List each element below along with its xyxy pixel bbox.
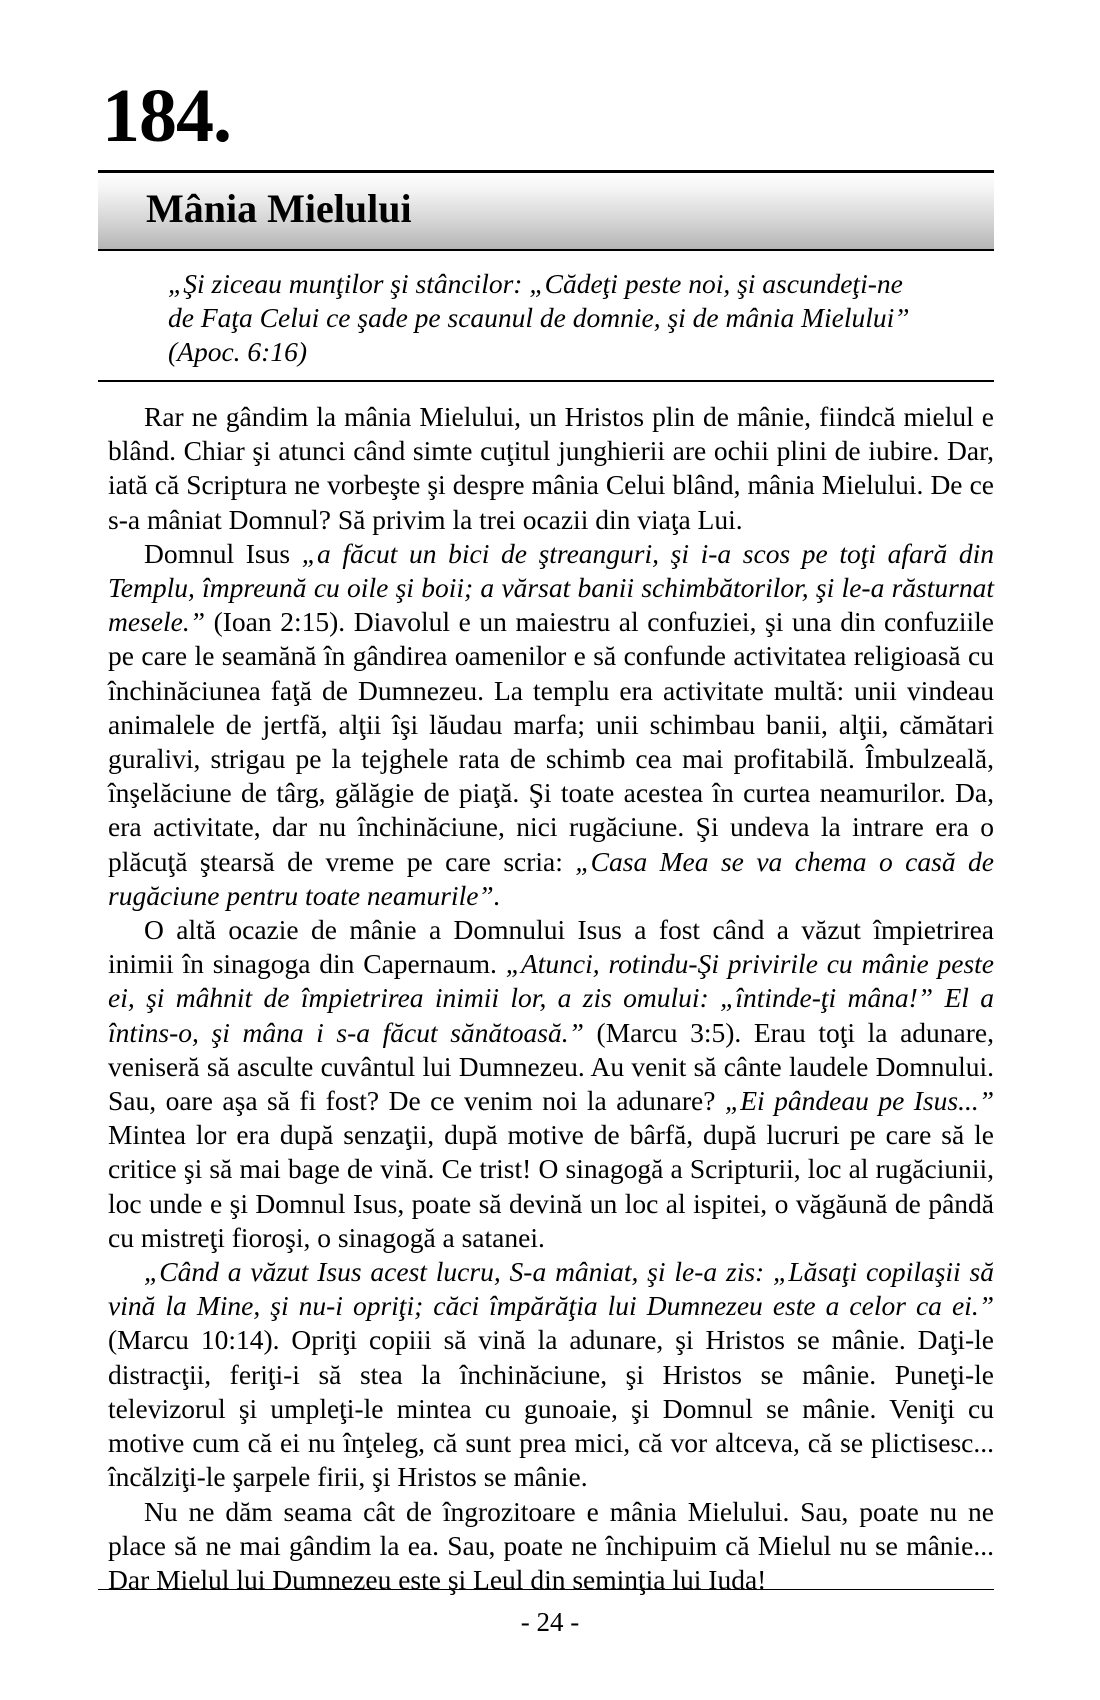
- paragraph-4-text: (Marcu 10:14). Opriţi copiii să vină la adunare, şi Hristos se mânie. Daţi-le distracţii, feriţi-i să stea la închinăciune, şi Hristos se mânie. Puneţi-le televizorul şi umpleţi-le mintea cu gunoaie, şi Domnul se mânie. Veniţi cu motive cum că ei nu înţeleg, că sunt prea mici, că vor altceva, că se plictisesc... încălziţi-le şarpele firii, şi Hristos se mânie.: [108, 1324, 994, 1493]
- paragraph-4: [108, 1255, 994, 1494]
- paragraph-1: Rar ne gândim la mânia Mielului, un Hristos plin de mânie, fiindcă mielul e blând. Chiar şi atunci când simte cuţitul junghierii are ochii plini de iubire. Dar, iată că Scriptura ne vorbeşte şi despre mânia Celui blând, mânia Mielului. De ce s-a mâniat Domnul? Să privim la trei ocazii din viaţa Lui.: [108, 401, 994, 535]
- paragraph-3-quote: „Atunci, rotindu-Şi privirile cu mânie peste ei, şi mâhnit de împietrirea inimii lor, a zis omului: „întinde-ţi mâna!” El a întins-o, şi mâna i s-a făcut sănătoasă.”: [108, 948, 994, 1048]
- paragraph-3-quote: „Ei pândeau pe Isus...”: [724, 1085, 995, 1117]
- epigraph-divider: [98, 380, 994, 382]
- footer-divider: [98, 1589, 994, 1590]
- chapter-number: 184.: [102, 74, 231, 158]
- chapter-title-bar: [98, 170, 994, 251]
- paragraph-3: [108, 913, 994, 1255]
- chapter-title: Mânia Mielului: [146, 186, 412, 231]
- paragraph-3-text: Mintea lor era după senzaţii, după motive de bârfă, după lucruri pe care să le critice şi să mai bage de vină. Ce trist! O sinagogă a Scripturii, loc al rugăciunii, loc unde e şi Domnul Isus, poate să devină un loc al ispitei, o văgăună de pândă cu mistreţi fioroşi, o sinagogă a satanei.: [108, 1119, 994, 1253]
- body-text: [108, 400, 994, 1597]
- paragraph-4-quote: „Când a văzut Isus acest lucru, S-a mâniat, şi le-a zis: „Lăsaţi copilaşii să vină la Mine, şi nu-i opriţi; căci împărăţia lui Dumnezeu este a celor ca ei.”: [108, 1256, 994, 1322]
- page-number: - 24 -: [520, 1607, 580, 1637]
- paragraph-3-text: O altă ocazie de mânie a Domnului Isus a fost când a văzut împietrirea inimii în sinagoga din Capernaum.: [108, 914, 994, 980]
- paragraph-2-text: Domnul Isus: [144, 537, 302, 569]
- paragraph-2: [108, 537, 994, 913]
- paragraph-2-text: (Ioan 2:15). Diavolul e un maiestru al confuziei, şi una din confuziile pe care le seamănă în gândirea oamenilor e să confunde activitatea religioasă cu închinăciunea faţă de Dumnezeu. La templu era activitate multă: unii vindeau animalele de jertfă, alţii îşi lăudau marfa; unii schimbau banii, alţii, cămătari guralivi, strigau pe la tejghele rata de schimb cea mai profitabilă. Îmbulzeală, înşelăciune de târg, gălăgie de piaţă. Şi toate acestea în curtea neamurilor. Da, era activitate, dar nu închinăciune, nici rugăciune. Şi undeva la intrare era o plăcuţă ştearsă de vreme pe care scria:: [108, 606, 994, 877]
- epigraph-quote: „Şi ziceau munţilor şi stâncilor: „Cădeţi peste noi, şi ascundeţi-ne de Faţa Celui ce şade pe scaunul de domnie, şi de mânia Mielului” (Apoc. 6:16): [168, 268, 910, 367]
- paragraph-2-quote: „Casa Mea se va chema o casă de rugăciune pentru toate neamurile”.: [108, 845, 994, 911]
- paragraph-3-text: (Marcu 3:5). Erau toţi la adunare, veniseră să asculte cuvântul lui Dumnezeu. Au venit să cânte laudele Domnului. Sau, oare aşa să fi fost? De ce venim noi la adunare?: [108, 1016, 994, 1117]
- paragraph-2-quote: „a făcut un bici de ştreanguri, şi i-a scos pe toţi afară din Templu, împreună cu oile şi boii; a vărsat banii schimbătorilor, şi le-a răsturnat mesele.”: [108, 537, 995, 638]
- paragraph-5: Nu ne dăm seama cât de îngrozitoare e mânia Mielului. Sau, poate nu ne place să ne mai gândim la ea. Sau, poate ne închipuim că Mielul nu se mânie... Dar Mielul lui Dumnezeu este şi Leul din seminţia lui Iuda!: [108, 1495, 994, 1595]
